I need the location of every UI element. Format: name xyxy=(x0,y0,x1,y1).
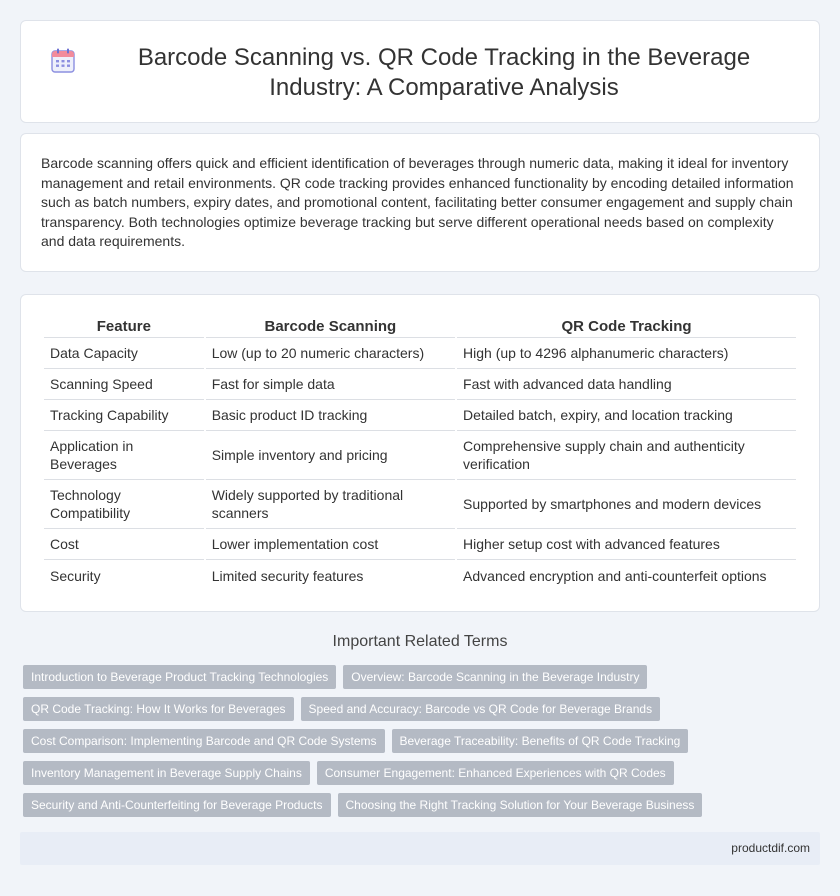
tag-row xyxy=(23,793,823,817)
related-terms-list xyxy=(23,665,823,825)
table-cell: Tracking Capability xyxy=(44,400,204,431)
intro-card xyxy=(20,133,820,272)
tag-row xyxy=(23,729,823,753)
table-cell: Basic product ID tracking xyxy=(206,400,455,431)
related-term-tag[interactable]: QR Code Tracking: How It Works for Beverages xyxy=(23,697,294,721)
footer xyxy=(20,832,820,865)
table-cell: Application in Beverages xyxy=(44,431,204,480)
table-row xyxy=(44,369,796,400)
table-cell: Security xyxy=(50,567,101,584)
intro-paragraph: Barcode scanning offers quick and efficient identification of beverages through numeric data, making it ideal for inventory management and retail environments. QR code tracking provides enhanced functionality by encoding detailed information such as batch numbers, expiry dates, and promotional content, facilitating better consumer engagement and supply chain transparency. Both technologies optimize beverage tracking but serve different operational needs based on complexity and data requirements. xyxy=(41,155,794,249)
table-cell: Technology Compatibility xyxy=(44,480,204,529)
related-term-tag[interactable]: Overview: Barcode Scanning in the Beverage Industry xyxy=(343,665,647,689)
table-cell: Low (up to 20 numeric characters) xyxy=(206,338,455,369)
table-row xyxy=(44,431,796,480)
table-cell: Widely supported by traditional scanners xyxy=(206,480,455,529)
table-header-row xyxy=(44,313,796,338)
calendar-icon xyxy=(49,47,77,75)
header-feature: Feature xyxy=(44,313,204,338)
table-cell: Comprehensive supply chain and authenticity verification xyxy=(457,431,796,480)
table-cell: Data Capacity xyxy=(44,338,204,369)
comparison-table-card xyxy=(20,294,820,612)
title-wrap xyxy=(21,21,819,103)
footer-site-link[interactable]: productdif.com xyxy=(731,841,810,855)
table-cell: Higher setup cost with advanced features xyxy=(457,529,796,560)
comparison-table xyxy=(42,313,798,591)
table-row xyxy=(44,400,796,431)
table-cell: Detailed batch, expiry, and location tracking xyxy=(457,400,796,431)
page-title: Barcode Scanning vs. QR Code Tracking in the Beverage Industry: A Comparative Analysis xyxy=(137,44,751,101)
table-cell: Fast for simple data xyxy=(206,369,455,400)
table-row xyxy=(44,529,796,560)
related-terms-title: Important Related Terms xyxy=(332,633,508,650)
table-row xyxy=(44,338,796,369)
table-cell: Simple inventory and pricing xyxy=(206,431,455,480)
related-term-tag[interactable]: Introduction to Beverage Product Tracking Technologies xyxy=(23,665,336,689)
table-cell: Cost xyxy=(44,529,204,560)
table-cell: Lower implementation cost xyxy=(206,529,455,560)
related-term-tag[interactable]: Beverage Traceability: Benefits of QR Code Tracking xyxy=(392,729,689,753)
table-row xyxy=(44,560,796,591)
table-cell: Advanced encryption and anti-counterfeit options xyxy=(463,567,767,584)
related-term-tag[interactable]: Choosing the Right Tracking Solution for Your Beverage Business xyxy=(338,793,703,817)
related-term-tag[interactable]: Security and Anti-Counterfeiting for Beverage Products xyxy=(23,793,331,817)
table-cell: Fast with advanced data handling xyxy=(457,369,796,400)
table-cell: Scanning Speed xyxy=(44,369,204,400)
table-cell: High (up to 4296 alphanumeric characters) xyxy=(457,338,796,369)
tag-row xyxy=(23,665,823,689)
title-card xyxy=(20,20,820,123)
header-barcode: Barcode Scanning xyxy=(206,313,455,338)
table-cell: Supported by smartphones and modern devices xyxy=(457,480,796,529)
tag-row xyxy=(23,697,823,721)
tag-row xyxy=(23,761,823,785)
table-cell: Limited security features xyxy=(211,567,364,584)
header-qr: QR Code Tracking xyxy=(457,313,796,338)
related-term-tag[interactable]: Inventory Management in Beverage Supply Chains xyxy=(23,761,310,785)
related-term-tag[interactable]: Speed and Accuracy: Barcode vs QR Code for Beverage Brands xyxy=(301,697,661,721)
related-term-tag[interactable]: Consumer Engagement: Enhanced Experiences with QR Codes xyxy=(317,761,674,785)
related-term-tag[interactable]: Cost Comparison: Implementing Barcode and QR Code Systems xyxy=(23,729,385,753)
table-row xyxy=(44,480,796,529)
